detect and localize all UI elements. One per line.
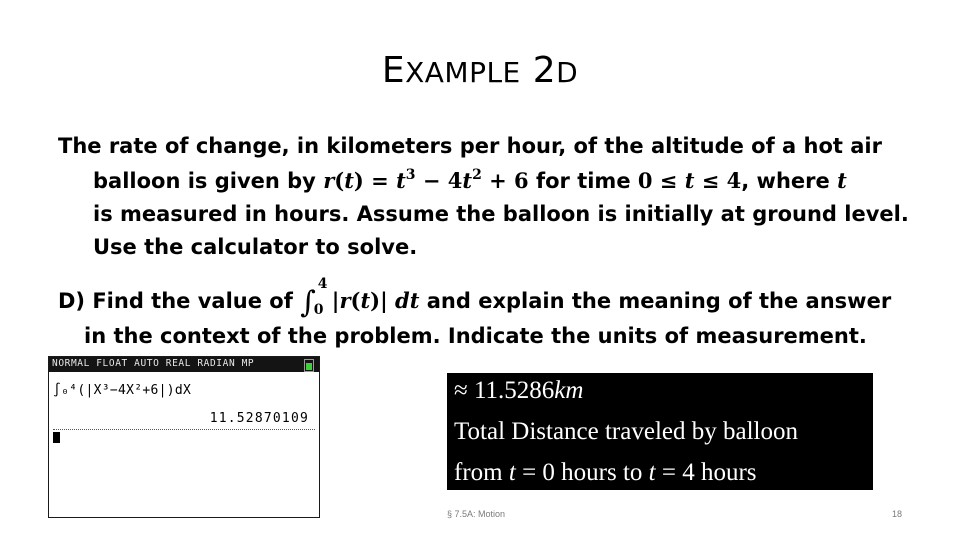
problem-line-4: Use the calculator to solve.	[93, 235, 418, 259]
problem-line-1: The rate of change, in kilometers per hour, of the altitude of a hot air	[58, 134, 882, 158]
problem-line-3: is measured in hours. Assume the balloon is initially at ground level.	[93, 202, 909, 226]
footer-section: § 7.5A: Motion	[447, 509, 506, 519]
battery-icon	[304, 359, 314, 372]
problem-line-2: balloon is given by $r(t) = t^3 - 4t^2 + 6$ for time 0 ≤ t ≤ 4, where t	[93, 167, 847, 193]
part-d-line-2: in the context of the problem. Indicate the units of measurement.	[84, 324, 867, 348]
calculator-cursor	[53, 432, 60, 443]
calculator-divider	[53, 429, 315, 430]
calculator-expression: ∫₀⁴(|X³−4X²+6|)dX	[53, 383, 192, 398]
integral-sign: ∫	[300, 285, 316, 320]
answer-value: ≈ 11.5286km	[454, 377, 584, 404]
slide-title: EXAMPLE 2D	[381, 50, 579, 91]
calculator-status-text: NORMAL FLOAT AUTO REAL RADIAN MP	[52, 358, 255, 369]
calculator-result: 11.52870109	[209, 411, 309, 426]
page-number: 18	[892, 509, 903, 519]
calculator-screen	[48, 356, 320, 518]
answer-time-range: from t = 0 hours to t = 4 hours	[454, 459, 757, 486]
answer-box	[447, 373, 873, 490]
answer-explanation: Total Distance traveled by balloon	[454, 418, 798, 445]
calculator-status-bar	[49, 357, 319, 372]
part-d-line-1: D) Find the value of ∫ 4 0 |r(t)| dt and explain the meaning of the answer	[58, 276, 892, 320]
